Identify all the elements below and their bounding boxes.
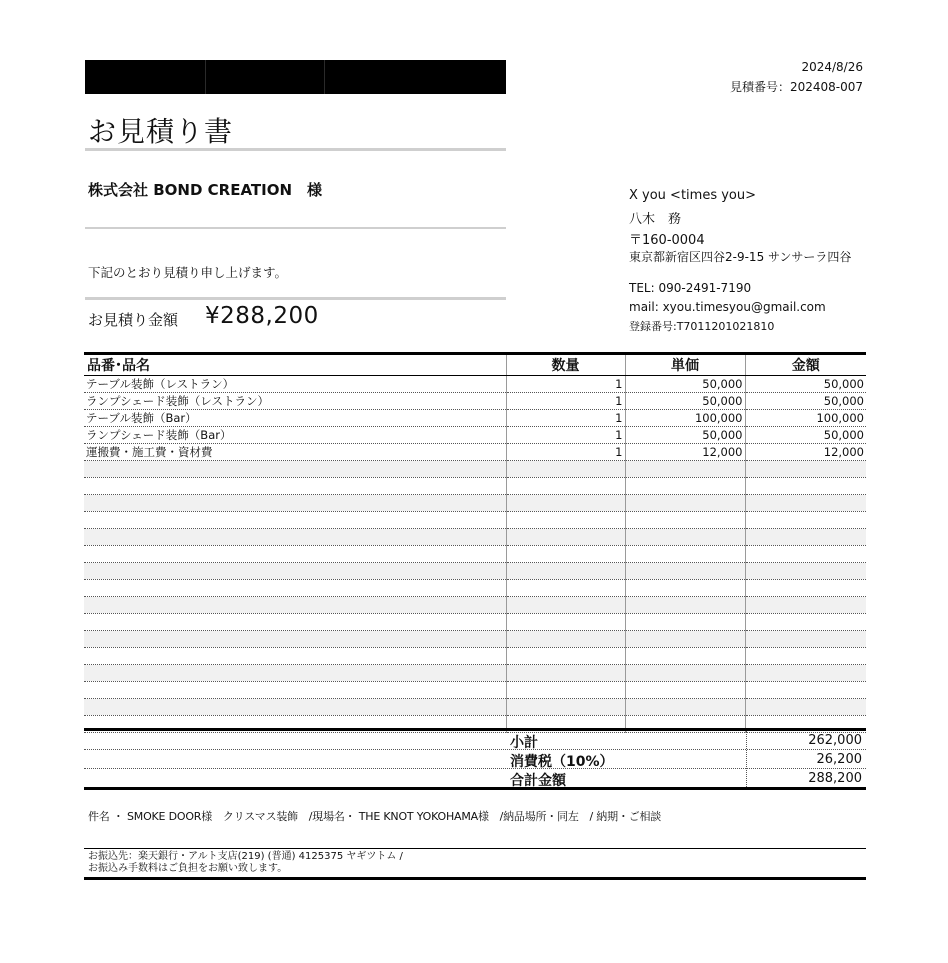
redacted-block xyxy=(85,60,506,94)
cell-amount xyxy=(745,512,866,529)
cell-amount xyxy=(745,597,866,614)
total-label: 合計金額 xyxy=(510,773,566,789)
cell-qty xyxy=(506,461,625,478)
cell-item xyxy=(84,512,506,529)
issuer-mail: mail: xyou.timesyou@gmail.com xyxy=(629,300,826,314)
cell-amount xyxy=(745,614,866,631)
cell-price xyxy=(625,495,745,512)
cell-price xyxy=(625,580,745,597)
subtotal-value: 262,000 xyxy=(808,733,862,748)
table-row xyxy=(84,410,866,427)
cell-amount: 50,000 xyxy=(745,427,866,444)
cell-qty xyxy=(506,529,625,546)
cell-price xyxy=(625,665,745,682)
table-row-empty xyxy=(84,580,866,597)
header-item: 品番･品名 xyxy=(84,354,506,376)
cell-qty xyxy=(506,512,625,529)
table-row-empty xyxy=(84,478,866,495)
table-row-empty xyxy=(84,495,866,512)
table-row-empty xyxy=(84,665,866,682)
cell-price xyxy=(625,512,745,529)
table-row-empty xyxy=(84,546,866,563)
cell-amount xyxy=(745,665,866,682)
cell-price xyxy=(625,529,745,546)
cell-qty xyxy=(506,631,625,648)
cell-item xyxy=(84,461,506,478)
amount-label: お見積り金額 xyxy=(88,311,179,329)
table-header-row xyxy=(84,354,866,376)
tax-row xyxy=(84,750,866,769)
total-row xyxy=(84,769,866,787)
table-row-empty xyxy=(84,512,866,529)
cell-qty xyxy=(506,546,625,563)
cell-item: ランプシェード装飾（レストラン） xyxy=(84,393,506,410)
cell-item xyxy=(84,495,506,512)
cell-item xyxy=(84,546,506,563)
cell-item xyxy=(84,597,506,614)
cell-item: テーブル装飾（レストラン） xyxy=(84,376,506,393)
cell-amount xyxy=(745,580,866,597)
bank-line-2: お振込み手数料はご負担をお願い致します。 xyxy=(88,863,288,874)
cell-amount: 12,000 xyxy=(745,444,866,461)
cell-price xyxy=(625,478,745,495)
cell-qty xyxy=(506,614,625,631)
intro-divider xyxy=(85,297,506,300)
tax-label: 消費税（10%） xyxy=(510,754,614,770)
cell-item xyxy=(84,580,506,597)
issuer-postal: 〒160-0004 xyxy=(629,233,705,248)
header-price: 単価 xyxy=(625,354,745,376)
cell-item xyxy=(84,631,506,648)
cell-qty xyxy=(506,563,625,580)
cell-price xyxy=(625,614,745,631)
issue-date: 2024/8/26 xyxy=(801,60,863,74)
cell-price: 100,000 xyxy=(625,410,745,427)
cell-amount xyxy=(745,699,866,716)
table-row-empty xyxy=(84,614,866,631)
cell-price: 50,000 xyxy=(625,393,745,410)
cell-amount: 50,000 xyxy=(745,376,866,393)
cell-item xyxy=(84,529,506,546)
cell-price xyxy=(625,461,745,478)
cell-amount xyxy=(745,461,866,478)
bank-line-1: お振込先：楽天銀行・アルト支店(219) (普通) 4125375 ヤギツトム / xyxy=(88,851,403,862)
cell-amount xyxy=(745,529,866,546)
client-name: 株式会社 BOND CREATION 様 xyxy=(88,181,323,199)
table-row-empty xyxy=(84,682,866,699)
cell-amount xyxy=(745,631,866,648)
cell-qty: 1 xyxy=(506,427,625,444)
estimate-number: 見積番号：202408-007 xyxy=(729,80,863,94)
cell-qty: 1 xyxy=(506,410,625,427)
cell-price xyxy=(625,546,745,563)
cell-qty xyxy=(506,597,625,614)
table-row-empty xyxy=(84,648,866,665)
cell-price xyxy=(625,699,745,716)
cell-qty: 1 xyxy=(506,376,625,393)
cell-qty xyxy=(506,682,625,699)
cell-item xyxy=(84,648,506,665)
page-title: お見積り書 xyxy=(88,115,234,148)
table-row-empty xyxy=(84,597,866,614)
cell-item: テーブル装飾（Bar） xyxy=(84,410,506,427)
table-row-empty xyxy=(84,563,866,580)
table-row xyxy=(84,393,866,410)
header-qty: 数量 xyxy=(506,354,625,376)
cell-price xyxy=(625,597,745,614)
table-row xyxy=(84,376,866,393)
cell-price xyxy=(625,682,745,699)
cell-item xyxy=(84,478,506,495)
issuer-tel: TEL: 090-2491-7190 xyxy=(629,281,752,295)
table-row-empty xyxy=(84,631,866,648)
cell-amount xyxy=(745,563,866,580)
cell-item xyxy=(84,665,506,682)
issuer-person: 八木 務 xyxy=(629,212,682,227)
project-notes: 件名 ・ SMOKE DOOR様 クリスマス装飾 /現場名・ THE KNOT YOKOHAMA様 /納品場所・同左 / 納期・ご相談 xyxy=(88,810,662,823)
cell-qty xyxy=(506,495,625,512)
table-row-empty xyxy=(84,529,866,546)
amount-value: ¥288,200 xyxy=(205,303,319,329)
cell-amount xyxy=(745,648,866,665)
cell-price: 50,000 xyxy=(625,376,745,393)
cell-item xyxy=(84,614,506,631)
table-row-empty xyxy=(84,699,866,716)
subtotal-row xyxy=(84,731,866,750)
cell-amount xyxy=(745,495,866,512)
table-row xyxy=(84,427,866,444)
cell-amount: 100,000 xyxy=(745,410,866,427)
cell-item xyxy=(84,563,506,580)
tax-value: 26,200 xyxy=(816,752,862,767)
cell-qty xyxy=(506,665,625,682)
title-divider xyxy=(85,148,506,151)
cell-qty: 1 xyxy=(506,444,625,461)
issuer-registration: 登録番号:T7011201021810 xyxy=(629,320,775,333)
total-value: 288,200 xyxy=(808,771,862,786)
table-row xyxy=(84,444,866,461)
cell-item xyxy=(84,682,506,699)
items-table xyxy=(84,352,866,733)
totals-block xyxy=(84,728,866,790)
cell-item: 運搬費・施工費・資材費 xyxy=(84,444,506,461)
table-row-empty xyxy=(84,461,866,478)
cell-amount: 50,000 xyxy=(745,393,866,410)
cell-price xyxy=(625,631,745,648)
header-amount: 金額 xyxy=(745,354,866,376)
client-divider xyxy=(85,227,506,229)
cell-qty: 1 xyxy=(506,393,625,410)
intro-text: 下記のとおり見積り申し上げます。 xyxy=(88,265,288,280)
issuer-address: 東京都新宿区四谷2-9-15 サンサーラ四谷 xyxy=(629,250,852,264)
cell-qty xyxy=(506,478,625,495)
cell-item: ランプシェード装飾（Bar） xyxy=(84,427,506,444)
bank-info xyxy=(88,851,403,875)
cell-price: 50,000 xyxy=(625,427,745,444)
cell-qty xyxy=(506,648,625,665)
issuer-company: X you <times you> xyxy=(629,188,757,203)
cell-amount xyxy=(745,546,866,563)
cell-price xyxy=(625,648,745,665)
cell-item xyxy=(84,699,506,716)
cell-price xyxy=(625,563,745,580)
subtotal-label: 小計 xyxy=(510,735,538,751)
cell-amount xyxy=(745,682,866,699)
cell-price: 12,000 xyxy=(625,444,745,461)
cell-qty xyxy=(506,699,625,716)
cell-qty xyxy=(506,580,625,597)
cell-amount xyxy=(745,478,866,495)
